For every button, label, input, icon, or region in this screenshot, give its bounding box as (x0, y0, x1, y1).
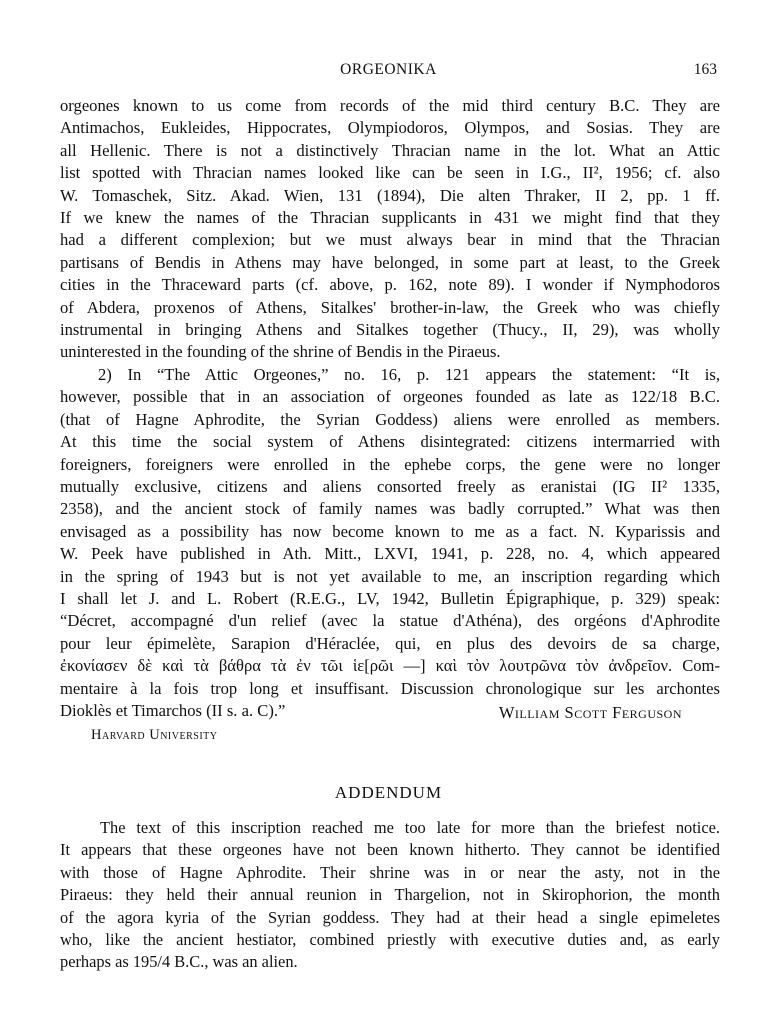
body-line: mentaire à la fois trop long et insuffisant. Discussion chronologique sur les archontes (60, 678, 720, 698)
body-line: (that of Hagne Aphrodite, the Syrian Goddess) aliens were enrolled as members. (60, 409, 720, 429)
body-line: list spotted with Thracian names looked like can be seen in I.G., II², 1956; cf. also (60, 163, 720, 183)
author-affiliation: Harvard University (91, 727, 218, 743)
author-signature: William Scott Ferguson (498, 703, 682, 722)
body-line: instrumental in bringing Athens and Sitalkes together (Thucy., II, 29), was wholly (60, 320, 720, 340)
addendum-line: It appears that these orgeones have not been known hitherto. They cannot be identified (60, 840, 720, 860)
body-line: At this time the social system of Athens disintegrated: citizens intermarried with (60, 432, 720, 452)
body-line: W. Tomaschek, Sitz. Akad. Wien, 131 (1894), Die alten Thraker, II 2, pp. 1 ff. (60, 185, 720, 205)
body-line: envisaged as a possibility has now become known to me as a fact. N. Kyparissis and (60, 521, 720, 541)
running-title: ORGEONIKA (340, 61, 437, 78)
addendum-line: perhaps as 195/4 B.C., was an alien. (60, 952, 298, 972)
body-line: I shall let J. and L. Robert (R.E.G., LV, 1942, Bulletin Épigraphique, p. 329) speak: (60, 588, 720, 608)
addendum-text (60, 817, 720, 974)
body-line: ἐκονίασεν δὲ καὶ τὰ βάθρα τὰ ἐν τῶι ἱε[ρῶι ––] καὶ τὸν λουτρῶνα τὸν ἀνδρεῖον. Com- (60, 656, 720, 676)
body-line: pour leur épimelète, Sarapion d'Héraclée, qui, en plus des devoirs de sa charge, (60, 633, 720, 653)
body-line: of Abdera, proxenos of Athens, Sitalkes' brother-in-law, the Greek who was chiefly (60, 297, 720, 317)
body-line: “Décret, accompagné d'un relief (avec la statue d'Athéna), des orgéons d'Aphrodite (60, 611, 720, 631)
body-line: 2) In “The Attic Orgeones,” no. 16, p. 121 appears the statement: “It is, (98, 364, 720, 384)
addendum-line: who, like the ancient hestiator, combined priestly with executive duties and, as early (60, 930, 720, 950)
body-line: Dioklès et Timarchos (II s. a. C).” (60, 700, 286, 720)
body-line: partisans of Bendis in Athens may have belonged, in some part at least, to the Greek (60, 252, 720, 272)
body-line: however, possible that in an association of orgeones founded as late as 122/18 B.C. (60, 387, 720, 407)
addendum-line: The text of this inscription reached me too late for more than the briefest notice. (100, 818, 720, 837)
addendum-line: of the agora kyria of the Syrian goddess. They had at their head a single epimeletes (60, 907, 720, 927)
running-head (60, 61, 717, 81)
addendum-line: with those of Hagne Aphrodite. Their shrine was in or near the asty, not in the (60, 862, 720, 882)
body-line: orgeones known to us come from records of the mid third century B.C. They are (60, 96, 720, 115)
body-line: had a different complexion; but we must always bear in mind that the Thracian (60, 230, 720, 250)
body-line: cities in the Thraceward parts (cf. above, p. 162, note 89). I wonder if Nymphodoros (60, 275, 720, 295)
addendum-line: Piraeus: they held their annual reunion in Thargelion, not in Skirophorion, the month (60, 885, 720, 905)
page-number: 163 (693, 61, 717, 78)
body-line: 2358), and the ancient stock of family names was badly corrupted.” What was then (60, 499, 720, 519)
body-line: If we knew the names of the Thracian supplicants in 431 we might find that they (60, 208, 720, 228)
addendum-title: ADDENDUM (334, 783, 443, 802)
body-line: all Hellenic. There is not a distinctively Thracian name in the lot. What an Attic (60, 140, 720, 160)
body-line: uninterested in the founding of the shrine of Bendis in the Piraeus. (60, 342, 501, 362)
body-line: Antimachos, Eukleides, Hippocrates, Olympiodoros, Olympos, and Sosias. They are (60, 118, 720, 138)
body-line: in the spring of 1943 but is not yet available to me, an inscription regarding which (60, 566, 720, 586)
body-line: W. Peek have published in Ath. Mitt., LXVI, 1941, p. 228, no. 4, which appeared (60, 544, 720, 564)
body-text (60, 95, 720, 722)
body-line: mutually exclusive, citizens and aliens consorted freely as eranistai (IG II² 1335, (60, 476, 720, 496)
body-line: foreigners, foreigners were enrolled in the ephebe corps, the gene were no longer (60, 454, 720, 474)
